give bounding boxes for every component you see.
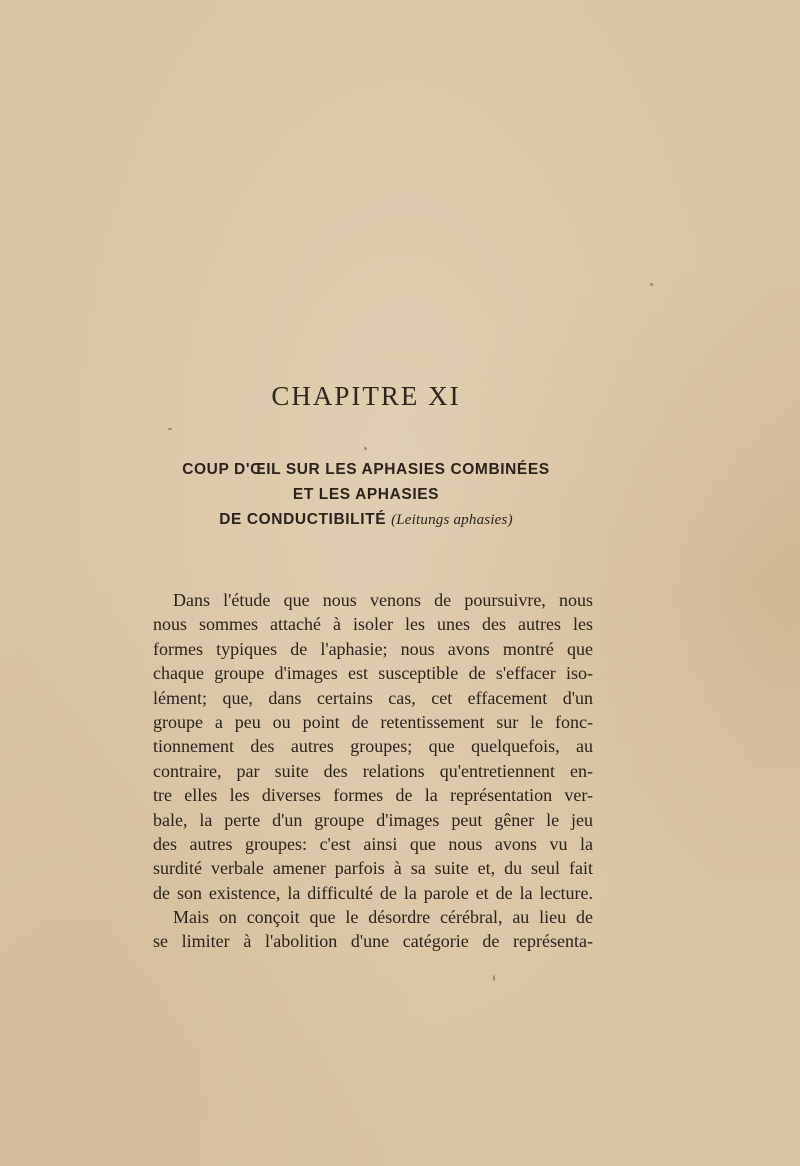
- paper-speck: [168, 428, 172, 430]
- body-line: Mais on conçoit que le désordre cérébral, au lieu de: [173, 907, 593, 928]
- chapter-title: CHAPITRE XI: [271, 381, 461, 411]
- chapter-subtitle-line-2: ET LES APHASIES: [292, 486, 440, 503]
- paper-speck: [650, 283, 653, 286]
- body-line: surdité verbale amener parfois à sa suite et, du seul fait: [153, 858, 593, 879]
- body-line: se limiter à l'abolition d'une catégorie de représenta-: [153, 931, 593, 952]
- paper-speck: [493, 975, 495, 981]
- chapter-subtitle-line-3: [0, 511, 732, 529]
- body-line: de son existence, la difficulté de la parole et de la lecture.: [153, 882, 593, 903]
- chapter-subtitle-line-1: COUP D'ŒIL SUR LES APHASIES COMBINÉES: [182, 461, 550, 478]
- body-paragraphs: [153, 588, 593, 954]
- body-line: Dans l'étude que nous venons de poursuivre, nous: [173, 590, 593, 610]
- body-line: chaque groupe d'images est susceptible de s'effacer iso-: [153, 663, 593, 684]
- body-line: formes typiques de l'aphasie; nous avons montré que: [153, 638, 593, 659]
- body-line: contraire, par suite des relations qu'entretiennent en-: [153, 760, 593, 781]
- body-line: lément; que, dans certains cas, cet effacement d'un: [153, 687, 593, 708]
- body-line: nous sommes attaché à isoler les unes des autres les: [153, 614, 593, 635]
- paper-speck: [364, 447, 367, 450]
- chapter-subtitle-line-3-bold: DE CONDUCTIBILITÉ: [219, 511, 387, 528]
- body-line: tionnement des autres groupes; que quelquefois, au: [153, 736, 593, 757]
- body-line: bale, la perte d'un groupe d'images peut gêner le jeu: [153, 809, 593, 830]
- body-line: tre elles les diverses formes de la représentation ver-: [153, 785, 593, 806]
- body-line: groupe a peu ou point de retentissement sur le fonc-: [153, 711, 593, 732]
- chapter-subtitle-line-3-italic: (Leitungs aphasies): [391, 512, 513, 528]
- body-line: des autres groupes: c'est ainsi que nous avons vu la: [153, 833, 593, 854]
